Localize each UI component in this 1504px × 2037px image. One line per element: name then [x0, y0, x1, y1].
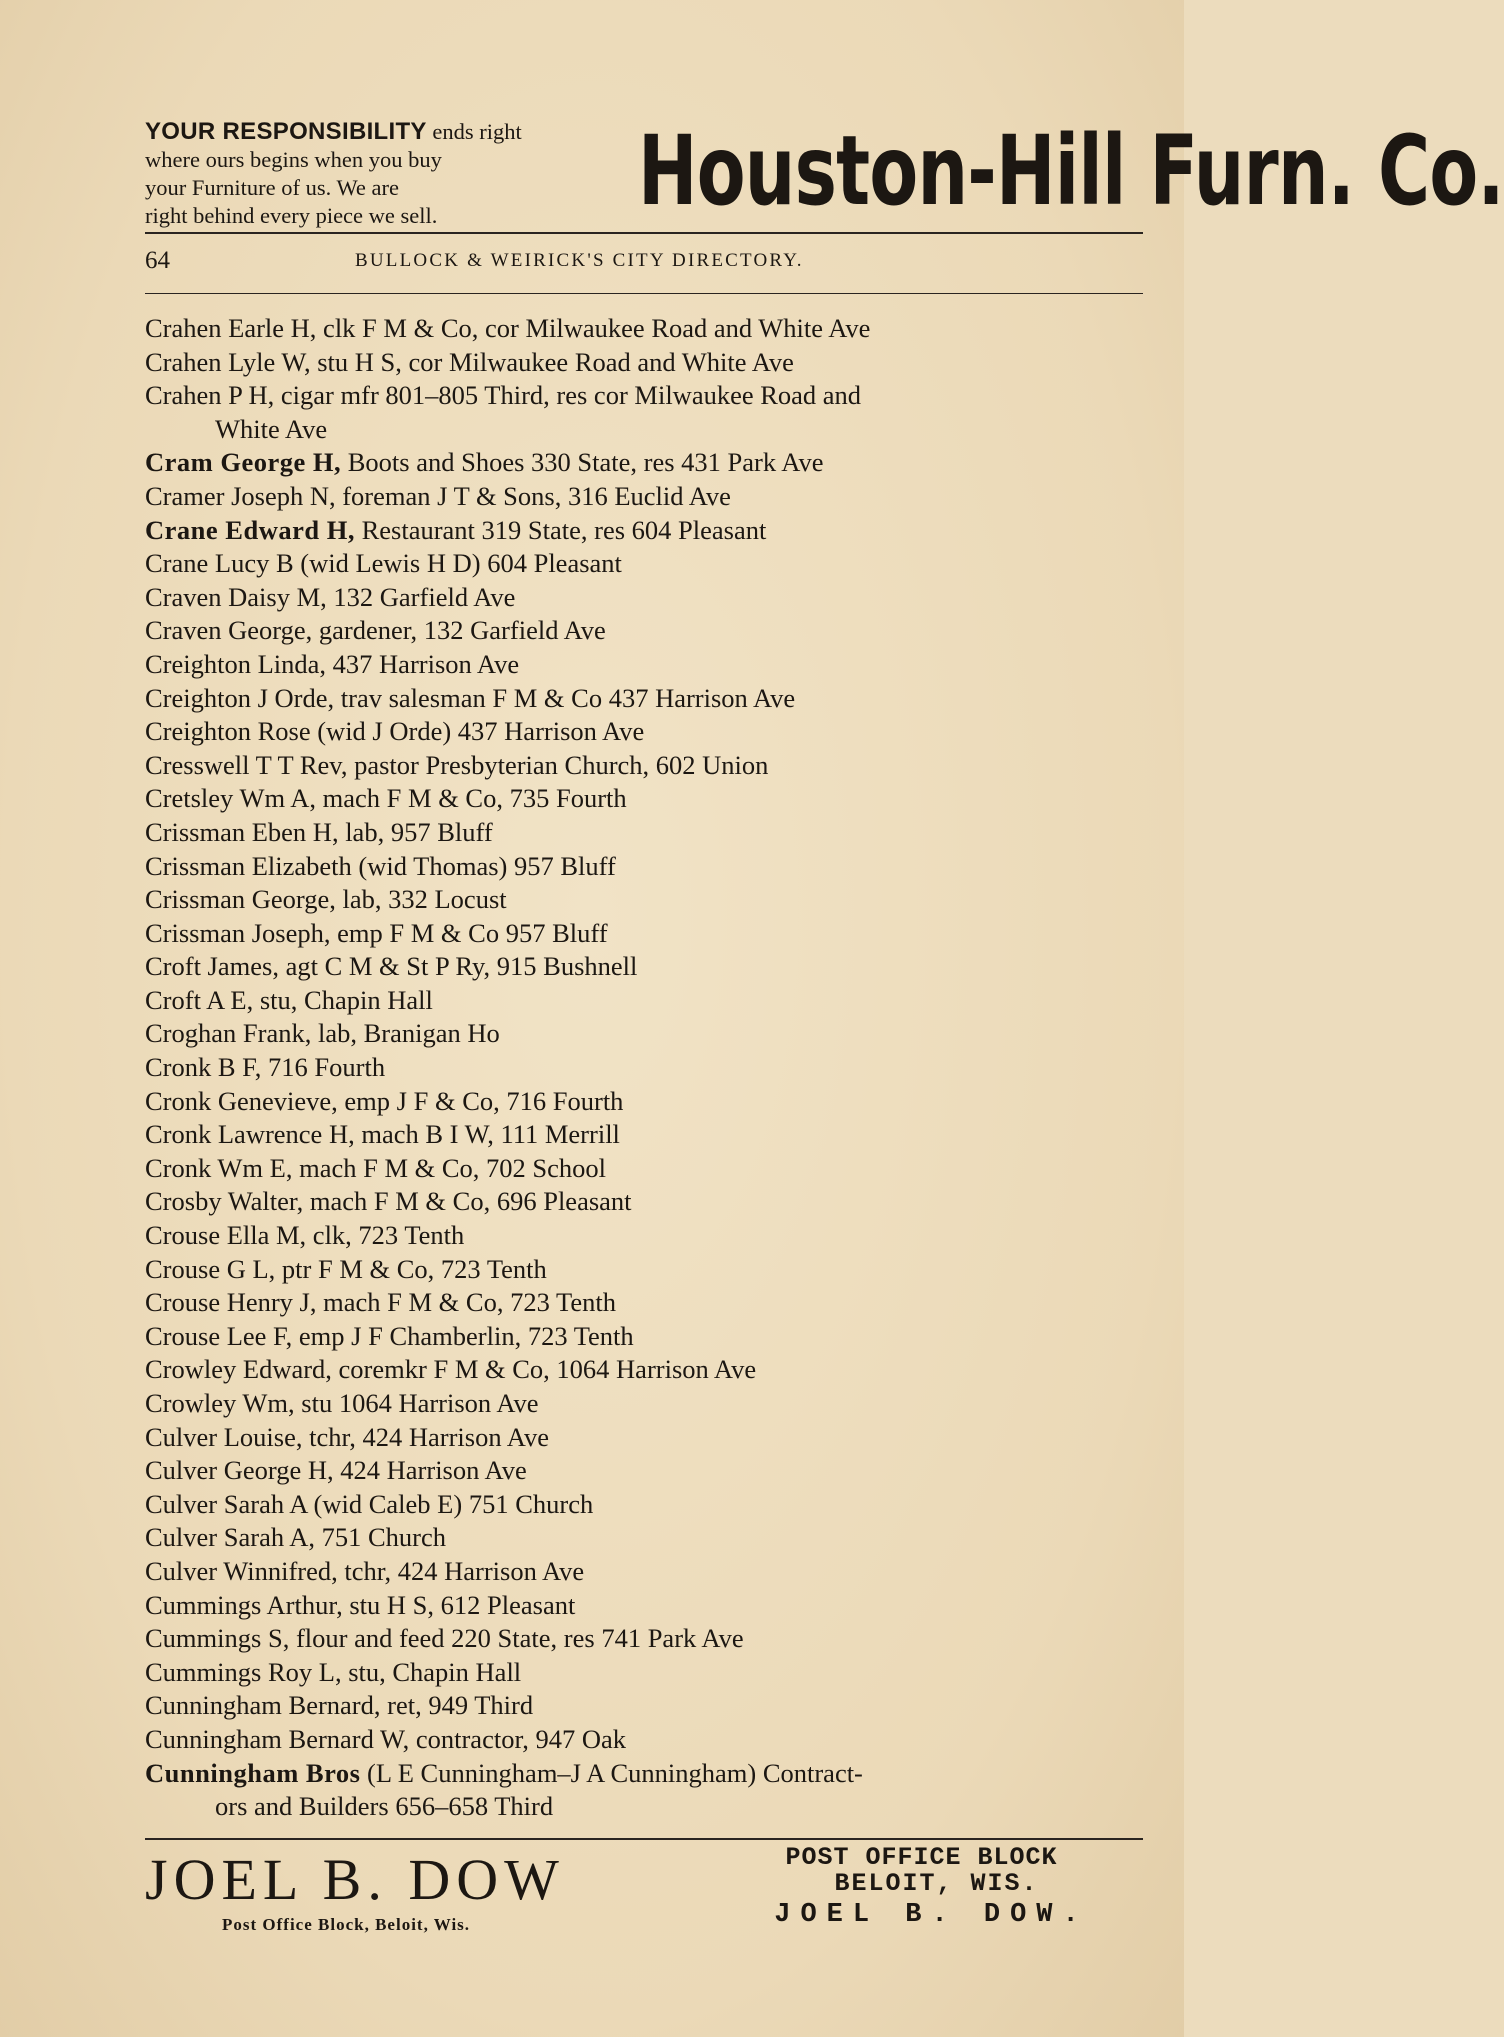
directory-entry	[145, 1017, 1145, 1051]
footer-rule	[145, 1838, 1143, 1840]
entry-text: Croft A E, stu, Chapin Hall	[145, 984, 433, 1015]
directory-entry	[145, 950, 1145, 984]
entry-text: Creighton J Orde, trav salesman F M & Co 437 Harrison Ave	[145, 682, 796, 713]
entry-text: Culver Winnifred, tchr, 424 Harrison Ave	[145, 1555, 585, 1586]
entry-text: Cunningham Bernard W, contractor, 947 Oak	[145, 1723, 626, 1754]
page-number: 64	[145, 247, 170, 274]
entry-text: Creighton Linda, 437 Harrison Ave	[145, 648, 520, 679]
directory-entry	[145, 850, 1145, 884]
entry-text: Cronk Wm E, mach F M & Co, 702 School	[145, 1152, 607, 1183]
entry-text: Crahen P H, cigar mfr 801–805 Third, res cor Milwaukee Road and	[145, 380, 862, 411]
entry-text: Craven George, gardener, 132 Garfield Ave	[145, 615, 606, 646]
running-head	[145, 247, 1143, 277]
entry-bold-name: Cunningham Bros	[145, 1757, 361, 1788]
directory-entry	[145, 514, 1145, 548]
directory-entry	[145, 1521, 1145, 1555]
entry-text: Craven Daisy M, 132 Garfield Ave	[145, 581, 516, 612]
entry-text: Culver Sarah A (wid Caleb E) 751 Church	[145, 1488, 594, 1519]
directory-entry	[145, 1421, 1145, 1455]
directory-entry	[145, 547, 1145, 581]
entry-text: Cresswell T T Rev, pastor Presbyterian Church, 602 Union	[145, 749, 769, 780]
ad-slogan-line-1-rest: ends right	[432, 119, 522, 144]
entry-continuation: ors and Builders 656–658 Third	[215, 1791, 554, 1822]
directory-entry	[145, 1118, 1145, 1152]
head-rule	[145, 293, 1143, 294]
entry-text: Cramer Joseph N, foreman J T & Sons, 316 Euclid Ave	[145, 480, 731, 511]
directory-entry	[145, 1488, 1145, 1522]
entry-text: Cummings Roy L, stu, Chapin Hall	[145, 1656, 522, 1687]
ad-slogan-lead: YOUR RESPONSIBILITY	[145, 118, 427, 145]
entry-continuation: White Ave	[215, 413, 328, 444]
entry-text: Cummings S, flour and feed 220 State, res 741 Park Ave	[145, 1623, 744, 1654]
entry-text: Croghan Frank, lab, Branigan Ho	[145, 1018, 500, 1049]
entry-text: Crane Lucy B (wid Lewis H D) 604 Pleasant	[145, 548, 622, 579]
directory-entry	[145, 715, 1145, 749]
directory-entry	[145, 446, 1145, 480]
directory-entry	[145, 883, 1145, 917]
entry-text: Restaurant 319 State, res 604 Pleasant	[354, 514, 767, 545]
ad-slogan	[145, 118, 627, 230]
entry-bold-name: Cram George H,	[145, 447, 342, 478]
entry-text: Cummings Arthur, stu H S, 612 Pleasant	[145, 1589, 576, 1620]
directory-entry	[145, 1219, 1145, 1253]
directory-entry	[145, 1689, 1145, 1723]
directory-entry	[145, 782, 1145, 816]
entry-text: Crouse Lee F, emp J F Chamberlin, 723 Tenth	[145, 1320, 634, 1351]
entry-text: Crissman Eben H, lab, 957 Bluff	[145, 816, 493, 847]
ad-slogan-line-3: your Furniture of us. We are	[145, 175, 399, 200]
entry-text: Crissman Joseph, emp F M & Co 957 Bluff	[145, 917, 608, 948]
entry-text: Cretsley Wm A, mach F M & Co, 735 Fourth	[145, 783, 627, 814]
directory-entry	[145, 1085, 1145, 1119]
ad-slogan-line-2: where ours begins when you buy	[145, 147, 442, 172]
entry-text: Cunningham Bernard, ret, 949 Third	[145, 1690, 534, 1721]
footer-right-line-3: JOEL B. DOW.	[774, 1900, 1089, 1930]
entry-text: Crowley Edward, coremkr F M & Co, 1064 Harrison Ave	[145, 1354, 757, 1385]
entry-bold-name: Crane Edward H,	[145, 514, 355, 545]
directory-entry	[145, 614, 1145, 648]
directory-entries	[145, 312, 1145, 1824]
entry-text: Crouse Ella M, clk, 723 Tenth	[145, 1220, 465, 1251]
entry-text: Crissman Elizabeth (wid Thomas) 957 Bluff	[145, 850, 616, 881]
directory-entry	[145, 1353, 1145, 1387]
footer-name-large: JOEL B. DOW	[145, 1847, 565, 1912]
entry-text: Boots and Shoes 330 State, res 431 Park Ave	[341, 447, 824, 478]
company-name: Houston-Hill Furn. Co.	[638, 115, 1504, 227]
entry-text: Cronk B F, 716 Fourth	[145, 1052, 386, 1083]
directory-entry	[145, 379, 1145, 446]
entry-text: Crouse G L, ptr F M & Co, 723 Tenth	[145, 1253, 547, 1284]
directory-entry	[145, 1320, 1145, 1354]
directory-entry	[145, 917, 1145, 951]
footer-right-line-2: BELOIT, WIS.	[834, 1869, 1039, 1898]
ad-slogan-line-1	[145, 118, 627, 146]
directory-entry	[145, 581, 1145, 615]
directory-entry	[145, 1387, 1145, 1421]
directory-entry	[145, 346, 1145, 380]
directory-entry	[145, 1454, 1145, 1488]
entry-text: Culver Louise, tchr, 424 Harrison Ave	[145, 1421, 549, 1452]
directory-title: BULLOCK & WEIRICK'S CITY DIRECTORY.	[355, 250, 804, 271]
directory-entry	[145, 1286, 1145, 1320]
directory-entry	[145, 480, 1145, 514]
entry-text: Culver Sarah A, 751 Church	[145, 1522, 447, 1553]
entry-text: Crahen Earle H, clk F M & Co, cor Milwaukee Road and White Ave	[145, 313, 871, 343]
directory-entry	[145, 984, 1145, 1018]
header-advertisement	[145, 112, 1504, 230]
directory-entry	[145, 816, 1145, 850]
entry-text: Culver George H, 424 Harrison Ave	[145, 1455, 527, 1486]
directory-entry	[145, 1555, 1145, 1589]
top-rule	[145, 232, 1143, 234]
footer-address: Post Office Block, Beloit, Wis.	[222, 1915, 471, 1934]
directory-entry	[145, 1051, 1145, 1085]
entry-text: (L E Cunningham–J A Cunningham) Contract-	[360, 1757, 863, 1788]
entry-text: Crissman George, lab, 332 Locust	[145, 884, 507, 915]
directory-entry	[145, 1253, 1145, 1287]
footer-right-line-1: POST OFFICE BLOCK	[785, 1843, 1058, 1872]
footer-advertisement	[145, 1845, 1145, 1935]
directory-entry	[145, 1622, 1145, 1656]
entry-text: Cronk Genevieve, emp J F & Co, 716 Fourth	[145, 1085, 624, 1116]
entry-text: Creighton Rose (wid J Orde) 437 Harrison Ave	[145, 716, 645, 747]
ad-slogan-line-4: right behind every piece we sell.	[145, 203, 438, 228]
directory-entry	[145, 648, 1145, 682]
directory-entry	[145, 682, 1145, 716]
entry-text: Crosby Walter, mach F M & Co, 696 Pleasant	[145, 1186, 632, 1217]
directory-entry	[145, 1723, 1145, 1757]
entry-text: Crouse Henry J, mach F M & Co, 723 Tenth	[145, 1287, 616, 1318]
directory-entry	[145, 1589, 1145, 1623]
entry-text: Croft James, agt C M & St P Ry, 915 Bushnell	[145, 951, 638, 982]
directory-entry	[145, 1656, 1145, 1690]
directory-entry	[145, 312, 1145, 346]
entry-text: Crahen Lyle W, stu H S, cor Milwaukee Road and White Ave	[145, 346, 794, 377]
entry-text: Crowley Wm, stu 1064 Harrison Ave	[145, 1388, 539, 1418]
directory-entry	[145, 1185, 1145, 1219]
entry-text: Cronk Lawrence H, mach B I W, 111 Merrill	[145, 1119, 620, 1150]
directory-entry	[145, 1757, 1145, 1824]
directory-entry	[145, 749, 1145, 783]
footer-right-block	[698, 1845, 1145, 1933]
directory-entry	[145, 1152, 1145, 1186]
